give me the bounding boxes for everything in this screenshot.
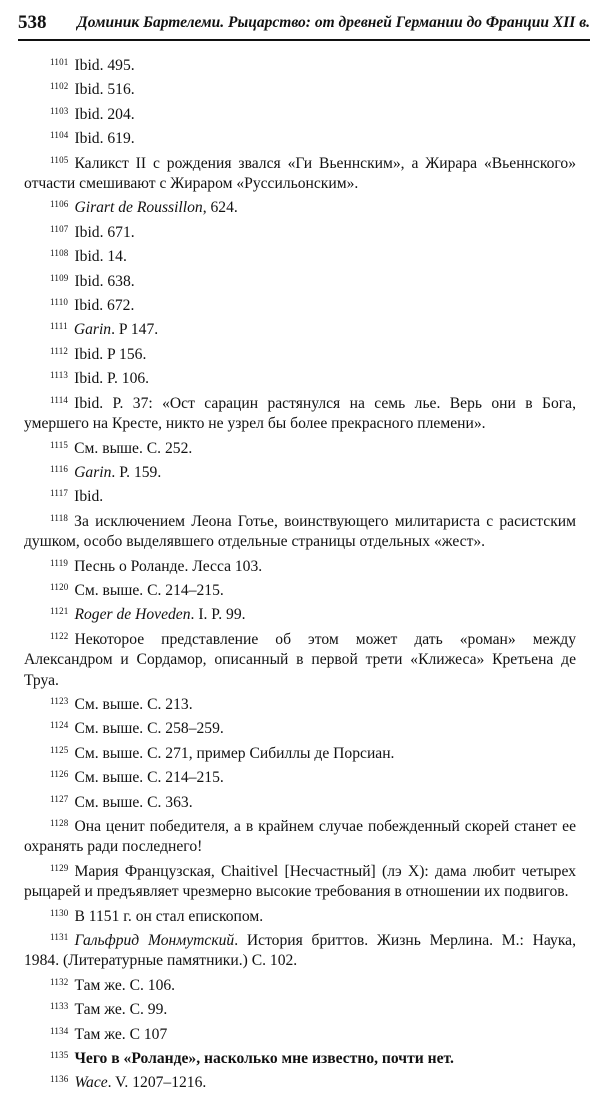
- footnote: [24, 1069, 576, 1093]
- footnote-text: Там же. С. 99.: [74, 1001, 168, 1019]
- footnote-number: 1121: [50, 606, 69, 617]
- footnote-number: 1115: [50, 439, 69, 450]
- footnote-text: Ibid. P. 106.: [74, 370, 150, 388]
- footnote: [24, 483, 576, 507]
- footnote-number: 1136: [50, 1074, 69, 1085]
- footnote-text: Roger de Hoveden: [74, 606, 191, 624]
- page-header: [18, 8, 590, 38]
- footnote-text: См. выше. С. 214–215.: [74, 581, 224, 599]
- footnote: [24, 601, 576, 625]
- footnote-text: См. выше. С. 258–259.: [74, 720, 224, 738]
- footnote-number: 1119: [50, 557, 69, 568]
- footnote-text: Некоторое представление об этом может дать «роман» между Александром и Сордамор, описанный в первой трети «Клижеса» Кретьена де Труа.: [24, 630, 576, 689]
- footnote-number: 1106: [50, 199, 69, 210]
- footnote-text: См. выше. С. 214–215.: [74, 769, 224, 787]
- footnote-text: Girart de Roussillon: [74, 199, 203, 217]
- footnote: [24, 52, 576, 76]
- footnote-number: 1117: [50, 488, 69, 499]
- footnote-number: 1103: [50, 105, 69, 116]
- footnote-text: . История бриттов. Жизнь Мерлина. М.: Наука, 1984. (Литературные памятники.) С. 102.: [24, 932, 577, 970]
- footnote: [24, 553, 576, 577]
- footnote-text: Ibid. 619.: [74, 130, 135, 148]
- footnote: [24, 1021, 576, 1045]
- footnote: [24, 243, 576, 267]
- footnote: [24, 292, 576, 316]
- footnote-number: 1128: [50, 818, 69, 828]
- footnote-number: 1124: [50, 720, 69, 731]
- footnote: [24, 903, 576, 927]
- footnote-text: Гальфрид Монмутский: [74, 932, 235, 950]
- footnote: [24, 813, 576, 858]
- footnote-number: 1129: [50, 862, 69, 873]
- footnote: [24, 996, 576, 1020]
- footnote-text: См. выше. С. 213.: [74, 695, 193, 713]
- footnote-text: За исключением Леона Готье, воинствующего милитариста с расистским душком, особо выделявшего отдельные страницы отдельных «жест».: [24, 512, 576, 551]
- footnote-number: 1125: [50, 744, 69, 755]
- footnote: [24, 150, 576, 195]
- footnote-number: 1122: [50, 630, 69, 641]
- footnote-number: 1123: [50, 695, 69, 706]
- footnote-number: 1127: [50, 793, 69, 804]
- footnote-text: Ibid. P. 37: «Ост сарацин растянулся на семь лье. Верь они в Бога, умершего на Кресте, никто не узрел бы более прекрасного племени».: [24, 394, 576, 433]
- footnote-number: 1116: [50, 463, 69, 474]
- footnote: [24, 194, 576, 218]
- footnote: [24, 789, 576, 813]
- footnote-text: Ibid. 14.: [74, 248, 127, 266]
- footnote-number: 1126: [50, 769, 69, 780]
- footnote-text: Песнь о Роланде. Лесса 103.: [74, 557, 263, 575]
- footnote-text: Чего в «Роланде», насколько мне известно, почти нет.: [74, 1050, 454, 1068]
- footnote-number: 1134: [50, 1025, 69, 1036]
- footnote-number: 1131: [50, 932, 69, 943]
- footnote: [24, 365, 576, 389]
- footnote: [24, 390, 576, 435]
- footnote-text: Каликст II с рождения звался «Ги Вьеннским», а Жирара «Вьеннского» отчасти смешивают с Жираром «Руссильонским».: [24, 154, 576, 193]
- footnote-number: 1114: [50, 394, 69, 405]
- footnote-text: См. выше. С. 363.: [74, 793, 193, 811]
- footnote-text: См. выше. С. 252.: [74, 439, 193, 457]
- footnote: [24, 858, 576, 903]
- footnote-number: 1108: [50, 248, 69, 259]
- footnote: [24, 577, 576, 601]
- footnote: [24, 972, 576, 996]
- footnote-text: Ibid. P 156.: [74, 345, 147, 363]
- footnote-number: 1118: [50, 512, 69, 523]
- header-rule: [18, 39, 590, 41]
- footnote-text: Wace: [74, 1074, 108, 1092]
- footnote-text: . P 147.: [111, 321, 159, 339]
- footnote-number: 1105: [50, 154, 69, 165]
- footnote: [24, 715, 576, 739]
- footnote-text: . I. P. 99.: [190, 606, 246, 624]
- footnote: [24, 101, 576, 125]
- footnote-text: Ibid. 516.: [74, 81, 135, 99]
- footnote-text: Ibid. 204.: [74, 105, 135, 123]
- footnote: [24, 1045, 576, 1069]
- footnote-text: Ibid.: [74, 488, 104, 506]
- footnote-text: Ibid. 638.: [74, 272, 135, 290]
- footnote-number: 1110: [50, 297, 69, 308]
- footnotes-list: [24, 52, 576, 1094]
- footnote-text: Там же. С 107: [74, 1025, 168, 1043]
- footnote: [24, 459, 576, 483]
- footnote-text: Там же. С. 106.: [74, 976, 176, 994]
- footnote-number: 1101: [50, 57, 69, 67]
- footnote-text: Она ценит победителя, а в крайнем случае побежденный скорей станет ее охранять ради последнего!: [24, 818, 576, 856]
- footnote-text: Garin: [73, 321, 112, 339]
- footnote-text: Ibid. 672.: [74, 297, 135, 315]
- footnote-text: Ibid. 671.: [74, 223, 135, 241]
- footnote: [24, 435, 576, 459]
- footnote: [24, 508, 576, 553]
- footnote: [24, 316, 576, 340]
- footnote-number: 1135: [50, 1050, 69, 1061]
- footnote-number: 1120: [50, 581, 69, 592]
- footnote: [24, 691, 576, 715]
- footnote: [24, 626, 576, 691]
- footnote-number: 1107: [50, 223, 69, 234]
- footnote: [24, 219, 576, 243]
- footnote-number: 1113: [50, 370, 69, 381]
- footnote: [24, 927, 576, 972]
- footnote-number: 1102: [50, 81, 69, 92]
- footnote-number: 1133: [50, 1001, 69, 1012]
- page-number: 538: [18, 12, 47, 33]
- footnote-number: 1111: [50, 321, 68, 332]
- footnote-text: . V. 1207–1216.: [107, 1074, 207, 1092]
- footnote: [24, 764, 576, 788]
- footnote: [24, 740, 576, 764]
- footnote-text: Garin: [74, 463, 112, 481]
- footnote-text: Ibid. 495.: [74, 57, 135, 74]
- footnote: [24, 76, 576, 100]
- footnote-text: Мария Французская, Chaitivel [Несчастный] (лэ X): дама любит четырех рыцарей и предъявляет чрезмерно высокие требования в отношении их подвигов.: [24, 862, 576, 901]
- footnote-text: См. выше. С. 271, пример Сибиллы де Порсиан.: [74, 744, 395, 762]
- footnote: [24, 341, 576, 365]
- footnote-number: 1112: [50, 345, 69, 356]
- footnote-number: 1132: [50, 976, 69, 987]
- footnote: [24, 268, 576, 292]
- footnote-text: , 624.: [202, 199, 238, 217]
- footnote: [24, 125, 576, 149]
- footnote-text: В 1151 г. он стал епископом.: [74, 907, 264, 925]
- footnote-number: 1104: [50, 130, 69, 141]
- footnote-number: 1109: [50, 272, 69, 283]
- footnote-text: . P. 159.: [111, 463, 162, 481]
- footnote-number: 1130: [50, 907, 69, 918]
- running-title: Доминик Бартелеми. Рыцарство: от древней Германии до Франции XII в.: [77, 14, 590, 31]
